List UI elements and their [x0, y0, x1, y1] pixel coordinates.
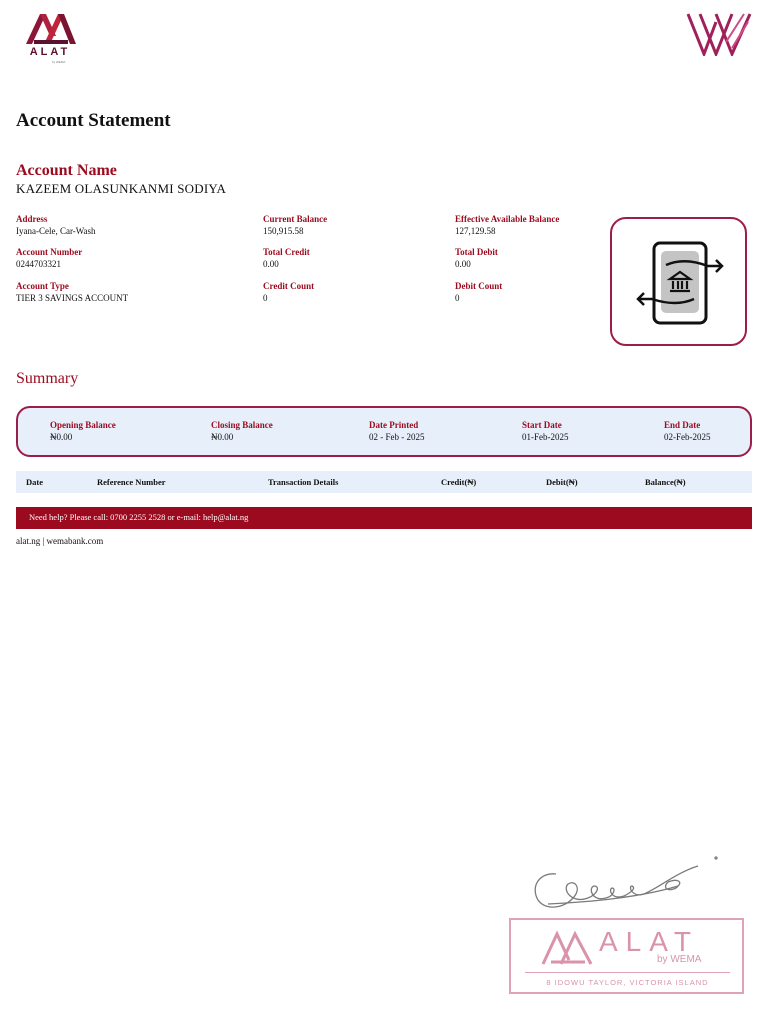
alat-logo-subtext: by WEMA	[52, 60, 66, 64]
field-address	[16, 213, 96, 237]
summary-label: Start Date	[522, 420, 562, 430]
summary-value: ₦0.00	[50, 432, 73, 442]
wema-logo-icon	[686, 12, 752, 56]
bank-transfer-icon	[636, 239, 724, 325]
field-value: 150,915.58	[263, 226, 304, 236]
stamp-brand-text: ALAT	[599, 926, 699, 957]
summary-value: 02 - Feb - 2025	[369, 432, 425, 442]
field-label: Credit Count	[263, 281, 315, 291]
field-label: Debit Count	[455, 281, 503, 291]
field-value: TIER 3 SAVINGS ACCOUNT	[16, 293, 129, 303]
field-label: Total Credit	[263, 247, 310, 257]
summary-opening-balance	[50, 419, 116, 443]
field-current-balance	[263, 213, 327, 237]
field-account-type	[16, 280, 128, 304]
summary-label: Date Printed	[369, 420, 419, 430]
summary-label: End Date	[664, 420, 701, 430]
help-text: Need help? Please call: 0700 2255 2528 or e-mail: help@alat.ng	[29, 512, 249, 522]
column-header-credit: Credit(₦)	[441, 477, 477, 487]
help-bar	[16, 507, 752, 529]
stamp-by-text: by WEMA	[657, 954, 702, 965]
field-label: Effective Available Balance	[455, 214, 560, 224]
field-credit-count	[263, 280, 314, 304]
footer-links: alat.ng | wemabank.com	[16, 536, 104, 546]
column-header-date: Date	[26, 477, 43, 487]
field-total-debit	[455, 246, 498, 270]
summary-value: 02-Feb-2025	[664, 432, 711, 442]
signature-image	[528, 852, 724, 918]
field-label: Current Balance	[263, 214, 328, 224]
summary-label: Closing Balance	[211, 420, 273, 430]
field-value: 0.00	[455, 259, 471, 269]
field-label: Account Type	[16, 281, 69, 291]
wema-logo	[686, 12, 752, 56]
summary-closing-balance	[211, 419, 273, 443]
summary-title: Summary	[16, 370, 79, 387]
field-total-credit	[263, 246, 310, 270]
summary-value: 01-Feb-2025	[522, 432, 569, 442]
alat-logo	[22, 10, 78, 66]
company-stamp	[509, 918, 744, 994]
column-header-reference-number: Reference Number	[97, 477, 166, 487]
field-value: 127,129.58	[455, 226, 496, 236]
transactions-table-header	[16, 471, 752, 493]
stamp-logo-icon	[541, 930, 595, 966]
field-label: Total Debit	[455, 247, 498, 257]
field-label: Address	[16, 214, 48, 224]
field-label: Account Number	[16, 247, 83, 257]
alat-logo-icon	[22, 10, 78, 46]
summary-end-date	[664, 419, 711, 443]
field-value: 0.00	[263, 259, 279, 269]
summary-start-date	[522, 419, 569, 443]
column-header-balance: Balance(₦)	[645, 477, 686, 487]
account-name-value: KAZEEM OLASUNKANMI SODIYA	[16, 181, 227, 196]
summary-date-printed	[369, 419, 425, 443]
field-value: Iyana-Cele, Car-Wash	[16, 226, 96, 236]
column-header-debit: Debit(₦)	[546, 477, 578, 487]
page-title: Account Statement	[16, 110, 171, 131]
field-value: 0	[455, 293, 460, 303]
summary-label: Opening Balance	[50, 420, 116, 430]
summary-value: ₦0.00	[211, 432, 234, 442]
account-name-label: Account Name	[16, 162, 117, 179]
stamp-address: 8 IDOWU TAYLOR, VICTORIA ISLAND	[546, 978, 709, 987]
column-header-transaction-details: Transaction Details	[268, 477, 339, 487]
field-account-number	[16, 246, 82, 270]
bank-transfer-card	[610, 217, 747, 346]
field-effective-available-balance	[455, 213, 559, 237]
alat-logo-text: ALAT	[29, 46, 71, 58]
field-value: 0	[263, 293, 268, 303]
field-debit-count	[455, 280, 502, 304]
stamp-divider	[525, 972, 730, 973]
field-value: 0244703321	[16, 259, 61, 269]
summary-box	[16, 406, 752, 457]
